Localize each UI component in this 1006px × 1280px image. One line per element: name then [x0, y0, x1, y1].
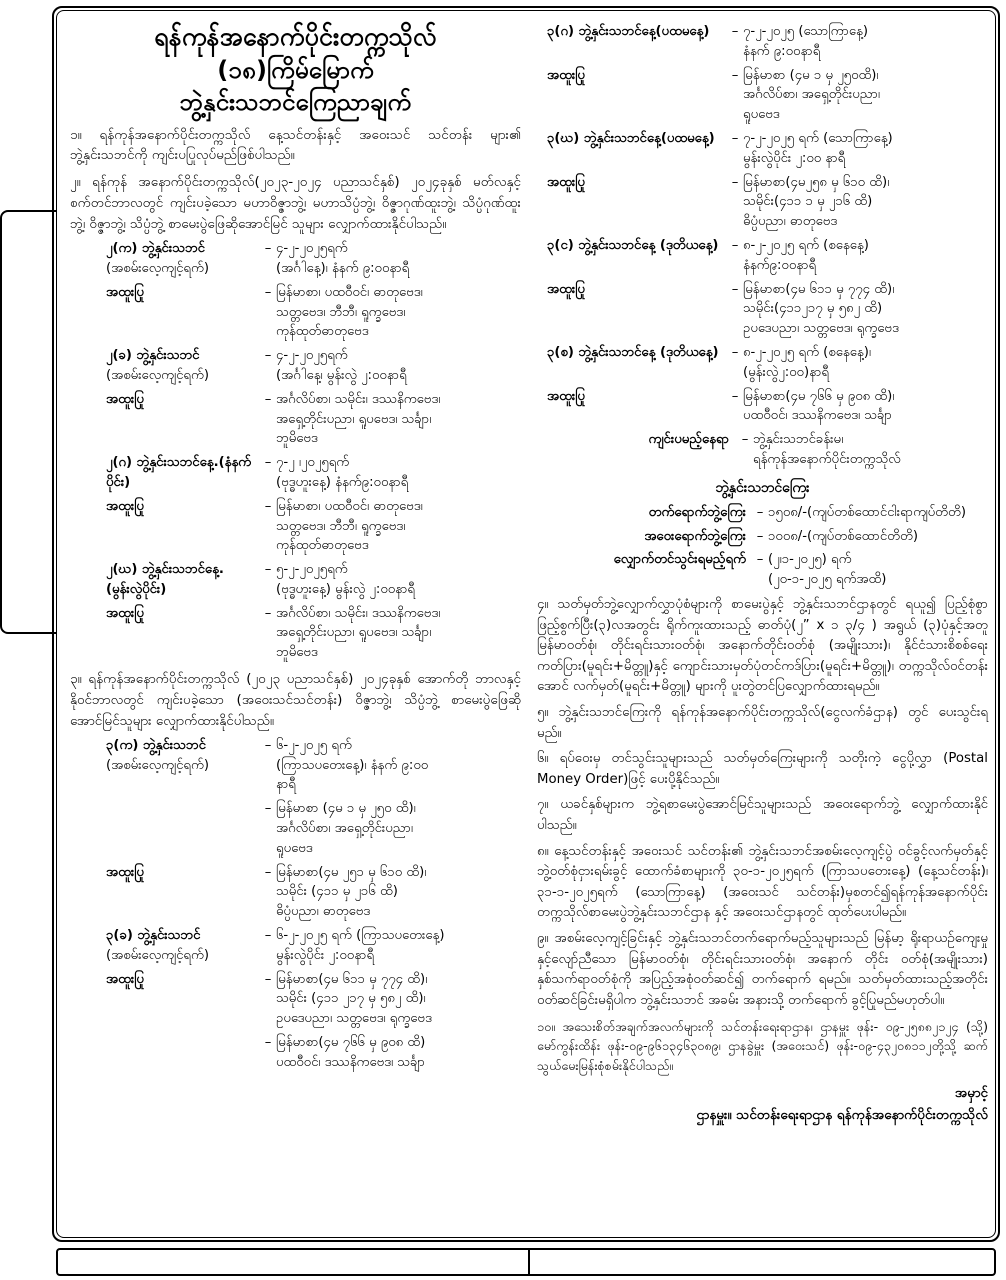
fee-row	[537, 550, 988, 590]
schedule-item	[537, 280, 988, 339]
item-sublabel: (အစမ်းလေ့ကျင့်ရက်)	[106, 260, 210, 276]
item-label: ၂(ဂ) ဘွဲ့နှင်းသဘင်နေ့.(နံနက်ပိုင်း)	[106, 455, 252, 490]
dash-separator: –	[731, 67, 739, 83]
item-value: မြန်မာစာ(၄မ ၇၆၆ မှ ၉၀၈ ထိ)၊ ပထဝီဝင်၊ ဒဿနိကဗေဒ၊ သင်္ချာ	[743, 388, 895, 424]
dash-separator: –	[264, 284, 272, 300]
left-side-tab	[0, 210, 56, 634]
venue-item	[537, 430, 988, 470]
item-label: အထူးပြု	[106, 391, 144, 407]
item-value: မြန်မာစာ(၄မ ၆၁၁ မှ ၇၇၄ ထိ)၊ သမိုင်း(၄၁၁၂၁၇ မှ ၅၈၂ ထိ) ဥပဒေပညာ၊ သတ္တဗေဒ၊ ရုက္ခဗေဒ	[743, 281, 899, 337]
schedule-item	[537, 22, 988, 62]
schedule-item	[70, 736, 521, 795]
paragraph-2: ၂။ ရန်ကုန် အနောက်ပိုင်းတက္ကသိုလ်(၂၀၂၃-၂၀၂၄ ပညာသင်နှစ်) ၂၀၂၄ခုနှစ် မတ်လနှင့် စက်တင်ဘာလတွင် ကျင်းပခဲ့သော မဟာဝိဇ္ဇာဘွဲ့၊ မဟာသိပ္ပံဘွဲ့၊ ဝိဇ္ဇာဂုဏ်ထူးဘွဲ့၊ သိပ္ပံဂုဏ်ထူးဘွဲ့၊ ဝိဇ္ဇာဘွဲ့၊ သိပ္ပံဘွဲ့ စာမေးပွဲဖြေဆိုအောင်မြင် သူများ လျှောက်ထားနိုင်ပါသည်။	[70, 174, 521, 233]
schedule-item	[70, 926, 521, 966]
schedule-item	[70, 239, 521, 279]
item-label: ၂(ဃ) ဘွဲ့နှင်းသဘင်နေ့.(မွန်းလွဲပိုင်း)	[106, 562, 224, 597]
item-value: ၇-၂ ၊၂၀၂၅ရက် (ဗုဒ္ဓဟူးနေ့) နံနက်၉:၀၀နာရီ	[276, 455, 409, 490]
dash-separator: –	[264, 605, 272, 621]
dash-separator: –	[264, 971, 272, 987]
dash-separator: –	[731, 174, 739, 190]
item-label: အထူးပြု	[547, 67, 585, 83]
item-value: ၇-၂-၂၀၂၅ (သောကြာနေ့) နံနက် ၉:၀၀နာရီ	[743, 24, 869, 59]
note-9: ၉။ အစမ်းလေ့ကျင့်ခြင်းနှင့် ဘွဲ့နှင်းသဘင်တက်ရောက်မည့်သူများသည် မြန်မာ့ ရိုးရာယဉ်ကျေးမှုနှင့်လျော်ညီသော မြန်မာဝတ်စုံ၊ တိုင်းရင်းသားဝတ်စုံ၊ အနောက် တိုင်း ဝတ်စုံ(အမျိုးသား) နှစ်သက်ရာဝတ်စုံကို အပြည့်အစုံဝတ်ဆင်၍ တက်ရောက် ရမည်။ သတ်မှတ်ထားသည့်အတိုင်း ဝတ်ဆင်ခြင်းမရှိပါက ဘွဲ့နှင်းသဘင် အခမ်း အနားသို့ တက်ရောက် ခွင့်ပြုမည်မဟုတ်ပါ။	[537, 931, 988, 1008]
item-label: ၂(က) ဘွဲ့နှင်းသဘင် (အစမ်းလေ့ကျင့်ရက်)	[70, 239, 260, 279]
bottom-strip-divider	[528, 1250, 530, 1274]
item-value: ၅-၂-၂၀၂၅ရက် (ဗုဒ္ဓဟူးနေ့) မွန်းလွဲ ၂:၀၀နာရီ	[276, 562, 415, 597]
item-label: အထူးပြု	[106, 605, 144, 621]
dash-separator: –	[741, 432, 749, 448]
dash-separator: –	[264, 391, 272, 407]
schedule-item	[70, 1033, 521, 1073]
dash-separator: –	[264, 498, 272, 514]
item-value: ၈-၂-၂၀၂၅ ရက် (စနေနေ့)၊ (မွန်းလွဲ၂:၀၀)နာရီ	[743, 344, 871, 380]
schedule-item	[70, 604, 521, 663]
schedule-item	[537, 387, 988, 427]
schedule-item	[70, 560, 521, 600]
schedule-item	[537, 173, 988, 232]
dash-separator: –	[756, 504, 764, 520]
item-value: ၆-၂-၂၀၂၅ ရက် (ကြာသပတေးနေ့) မွန်းလွဲပိုင်း ၂:၀၀နာရီ	[276, 928, 445, 963]
item-sublabel: (အစမ်းလေ့ကျင့်ရက်)	[106, 757, 210, 773]
item-value: ၄-၂-၂၀၂၅ရက် (အင်္ဂါနေ့၊ မွန်းလွဲ ၂:၀၀နာရီ	[276, 348, 407, 383]
schedule-item	[70, 346, 521, 386]
dash-separator: –	[264, 801, 272, 817]
fee-label: အဝေးရောက်ဘွဲ့ကြေး	[644, 528, 746, 544]
page-title	[70, 20, 521, 119]
venue-value: ဘွဲ့နှင်းသဘင်ခန်းမ၊ ရန်ကုန်အနောက်ပိုင်းတက္ကသိုလ်	[753, 432, 901, 467]
item-label: ၃(ခ) ဘွဲ့နှင်းသဘင် (အစမ်းလေ့ကျင့်ရက်)	[70, 926, 260, 966]
item-label: အထူးပြု	[547, 174, 585, 190]
schedule-item	[537, 236, 988, 276]
fee-heading: ဘွဲ့နှင်းသဘင်ကြေး	[715, 479, 810, 496]
schedule-item	[537, 129, 988, 169]
venue-label: ကျင်းပမည့်နေရာ	[648, 432, 729, 448]
item-value: မြန်မာစာ(၄မ ၇၆၆ မှ ၉၀၈ ထိ) ပထဝီဝင်၊ ဒဿနိကဗေဒ၊ သင်္ချာ	[276, 1035, 426, 1070]
item-label: အထူးပြု	[106, 971, 144, 987]
dash-separator: –	[756, 552, 764, 568]
title-line-3: ဘွဲ့နှင်းသဘင်ကြေညာချက်	[179, 88, 412, 117]
schedule-item	[70, 970, 521, 1029]
schedule-item	[70, 497, 521, 556]
signature-line-2: ဌာနမှူး။ သင်တန်းရေးရာဌာန ရန်ကုန်အနောက်ပိုင်းတက္ကသိုလ်	[696, 1106, 988, 1123]
fee-row	[537, 503, 988, 523]
item-value: အင်္ဂလိပ်စာ၊ သမိုင်း၊ ဒဿနိကဗေဒ၊ အရှေ့တိုင်းပညာ၊ ရူပဗေဒ၊ သင်္ချာ၊ ဘူမိဗေဒ	[276, 391, 441, 447]
item-value: မြန်မာစာ၊ ပထဝီဝင်၊ ဓာတုဗေဒ၊ သတ္တဗေဒ၊ ဘီဘီ၊ ရူက္ခဗေဒ၊ ကုန်ထုတ်ဓာတုဗေဒ	[276, 498, 423, 554]
dash-separator: –	[756, 528, 764, 544]
item-value: မြန်မာစာ (၄မ ၁ မှ ၂၅၀ ထိ)၊ အင်္ဂလိပ်စာ၊ အရှေ့တိုင်းပညာ၊ ရူပဗေဒ	[276, 801, 416, 856]
dash-separator: –	[264, 864, 272, 880]
fee-row	[537, 527, 988, 547]
dash-separator: –	[731, 130, 739, 146]
dash-separator: –	[731, 281, 739, 297]
item-value: မြန်မာစာ(၄မ၂၅၈ မှ ၆၁၀ ထိ)၊ သမိုင်း(၄၁၁ ၁ မှ ၂၁၆ ထိ) ဓိပ္ပံပညာ၊ ဓာတုဗေဒ	[743, 174, 890, 230]
item-value: ၆-၂-၂၀၂၅ ရက် (ကြာသပတေးနေ့)၊ နံနက် ၉:၀၀ နာရီ	[276, 737, 429, 793]
note-4: ၄။ သတ်မှတ်ဘွဲ့လျှောက်လွှာပုံစံများကို စာမေးပွဲနှင့် ဘွဲ့နှင်းသဘင်ဌာနတွင် ရယူ၍ ပြည့်စုံစွာဖြည့်စွက်ပြီး(၃)လအတွင်း ရိုက်ကူးထားသည့် ဓာတ်ပုံ(၂” x ၁ ၃/၄ ) အရွယ် (၃)ပုံနှင့်အတူ မြန်မာဝတ်စုံ၊ တိုင်းရင်းသားဝတ်စုံ၊ အနောက်တိုင်းဝတ်စုံ (အမျိုးသား)၊ နိုင်ငံသားစိစစ်ရေးကတ်ပြား(မူရင်း+မိတ္တူ)နှင့် ကျောင်းသားမှတ်ပုံတင်ကဒ်ပြား(မူရင်း+မိတ္တူ)၊ တက္ကသိုလ်ဝင်တန်းအောင် လက်မှတ်(မူရင်း+မိတ္တူ) များကို ပူးတွဲတင်ပြလျှောက်ထားရမည်။	[537, 596, 988, 695]
item-label: အထူးပြု	[547, 281, 585, 297]
dash-separator: –	[264, 562, 272, 578]
item-value: မြန်မာစာ(၄မ ၆၁၁ မှ ၇၇၄ ထိ)၊ သမိုင်း (၄၁၁ ၂၁၇ မှ ၅၈၂ ထိ)၊ ဥပဒေပညာ၊ သတ္တဗေဒ၊ ရုက္ခဗေဒ	[276, 971, 432, 1027]
dash-separator: –	[731, 388, 739, 404]
item-label: အထူးပြု	[106, 498, 144, 514]
dash-separator: –	[264, 928, 272, 944]
dash-separator: –	[731, 237, 739, 253]
paragraph-3: ၃။ ရန်ကုန်အနောက်ပိုင်းတက္ကသိုလ် (၂၀၂၃ ပညာသင်နှစ်) ၂၀၂၄ခုနှစ် အောက်တို ဘာလနှင့် နိုဝင်ဘာလတွင် ကျင်းပခဲ့သော (အဝေးသင်သင်တန်း) ဝိဇ္ဇာဘွဲ့၊ သိပ္ပံဘွဲ့ စာမေးပွဲဖြေဆို အောင်မြင်သူများ လျှောက်ထားနိုင်ပါသည်။	[70, 671, 521, 729]
item-value: ၄-၂-၂၀၂၅ရက် (အင်္ဂါနေ့)၊ နံနက် ၉:၀၀နာရီ	[276, 241, 410, 276]
item-label: အထူးပြု	[106, 284, 144, 300]
signature-line-1: အမှာင့်	[954, 1085, 988, 1102]
item-sublabel: (အစမ်းလေ့ကျင့်ရက်)	[106, 367, 210, 383]
item-label: ၃(စ) ဘွဲ့နှင်းသဘင်နေ့ (ဒုတိယနေ့)	[547, 344, 719, 360]
dash-separator: –	[264, 737, 272, 753]
title-line-1: ရန်ကုန်အနောက်ပိုင်းတက္ကသိုလ်	[154, 22, 437, 51]
content-columns	[70, 16, 988, 1234]
schedule-item	[70, 863, 521, 922]
item-value: မြန်မာစာ (၄မ ၁ မှ ၂၅၀ထိ)၊ အင်္ဂလိပ်စာ၊ အရှေ့တိုင်းပညာ၊ ရူပဗေဒ	[743, 67, 881, 123]
item-label: အထူးပြု	[106, 864, 144, 880]
item-label: အထူးပြု	[547, 388, 585, 404]
item-value: အင်္ဂလိပ်စာ၊ သမိုင်း၊ ဒဿနိကဗေဒ၊ အရှေ့တိုင်းပညာ၊ ရူပဗေဒ၊ သင်္ချာ၊ ဘူမိဗေဒ	[276, 605, 441, 661]
item-sublabel: (အစမ်းလေ့ကျင့်ရက်)	[106, 947, 210, 963]
dash-separator: –	[731, 24, 739, 39]
note-8: ၈။ နေ့သင်တန်းနှင့် အဝေးသင် သင်တန်း၏ ဘွဲ့နှင်းသဘင်အစမ်းလေ့ကျင့်ပွဲ ဝင်ခွင့်လက်မှတ်နှင့် ဘွဲ့ဝတ်စုံငှားရမ်းခွင့် ထောက်ခံစာများကို ၃၀-၁-၂၀၂၅ရက် (ကြာသပတေးနေ့) (နေ့သင်တန်း)၊ ၃၁-၁-၂၀၂၅ရက် (သောကြာနေ့) (အဝေးသင် သင်တန်း)မှစတင်၍ရန်ကုန်အနောက်ပိုင်းတက္ကသိုလ်စာမေးပွဲဘွဲ့နှင်းသဘင်ဌာန နှင့် အဝေးသင်ဌာနတွင် ထုတ်ပေးပါမည်။	[537, 843, 988, 921]
item-label: ၃(ဂ) ဘွဲ့နှင်းသဘင်နေ့(ပထမနေ့)	[547, 24, 710, 39]
title-line-2: (၁၈)ကြိမ်မြောက်	[217, 55, 374, 84]
dash-separator: –	[264, 455, 272, 471]
item-value: ၇-၂-၂၀၂၅ ရက် (သောကြာနေ့) မွန်းလွဲပိုင်း ၂:၀၀ နာရီ	[743, 130, 893, 166]
schedule-item	[537, 66, 988, 125]
dash-separator: –	[264, 348, 272, 364]
schedule-item	[537, 343, 988, 383]
item-label: ၂(ခ) ဘွဲ့နှင်းသဘင် (အစမ်းလေ့ကျင့်ရက်)	[70, 346, 260, 386]
bottom-strip	[56, 1248, 996, 1276]
item-value: ၈-၂-၂၀၂၅ ရက် (စနေနေ့) နံနက်၉:၀၀နာရီ	[743, 237, 869, 273]
dash-separator: –	[264, 1035, 272, 1050]
dash-separator: –	[731, 344, 739, 360]
item-value: မြန်မာစာ(၄မ ၂၅၁ မှ ၆၁၀ ထိ)၊ သမိုင်း (၄၁၁ မှ ၂၁၆ ထိ) ဓိပ္ပံပညာ၊ ဓာတုဗေဒ	[276, 864, 427, 920]
schedule-item	[70, 453, 521, 493]
signature-block	[537, 1083, 988, 1126]
fee-label: တက်ရောက်ဘွဲ့ကြေး	[648, 504, 746, 520]
note-10: ၁၀။ အသေးစိတ်အချက်အလက်များကို သင်တန်းရေးရာဌာန၊ ဌာနမှူး ဖုန်း- ၀၉-၂၅၈၈၂၁၂၄ (သို့) မော်ကွန်းထိန်း ဖုန်း-၀၉-၉၆၁၃၄၆၃၀၈၉၊ ဌာနခွဲမှူး (အဝေးသင်) ဖုန်း-၀၉-၄၃၂၀၈၁၁၂တို့သို့ ဆက်သွယ်မေးမြန်းစုံစမ်းနိုင်ပါသည်။	[537, 1018, 988, 1073]
item-label: ၃(က) ဘွဲ့နှင်းသဘင် (အစမ်းလေ့ကျင့်ရက်)	[70, 736, 260, 776]
fee-value: (၂၊၁-၂၀၂၅) ရက် (၂၀-၁-၂၀၂၅ ရက်အထိ)	[768, 552, 887, 588]
fee-value: ၁၅၀၈/-(ကျပ်တစ်ထောင်ငါးရာကျပ်တိတိ)	[768, 504, 966, 520]
left-column	[70, 16, 521, 1234]
schedule-item	[70, 799, 521, 858]
right-column	[537, 16, 988, 1234]
schedule-item	[70, 390, 521, 449]
fee-label: လျှောက်တင်သွင်းရမည့်ရက်	[613, 552, 746, 568]
dash-separator: –	[264, 241, 272, 257]
note-5: ၅။ ဘွဲ့နှင်းသဘင်ကြေးကို ရန်ကုန်အနောက်ပိုင်းတက္ကသိုလ်(ငွေလက်ခံဌာန) တွင် ပေးသွင်းရမည်။	[537, 704, 988, 741]
item-label: ၃(င) ဘွဲ့နှင်းသဘင်နေ့ (ဒုတိယနေ့)	[547, 237, 719, 253]
note-7: ၇။ ယခင်နှစ်များက ဘွဲ့ရစာမေးပွဲအောင်မြင်သူများသည် အဝေးရောက်ဘွဲ့ လျှောက်ထားနိုင်ပါသည်။	[537, 797, 988, 834]
item-label: ၃(ဃ) ဘွဲ့နှင်းသဘင်နေ့(ပထမနေ့)	[547, 130, 715, 146]
paragraph-1: ၁။ ရန်ကုန်အနောက်ပိုင်းတက္ကသိုလ် နေ့သင်တန်းနှင့် အဝေးသင် သင်တန်း များ၏ ဘွဲ့နှင်းသဘင်ကို ကျင်းပပြုလုပ်မည်ဖြစ်ပါသည်။	[70, 126, 521, 164]
item-value: မြန်မာစာ၊ ပထဝီဝင်၊ ဓာတုဗေဒ၊ သတ္တဗေဒ၊ ဘီဘီ၊ ရူက္ခဗေဒ၊ ကုန်ထုတ်ဓာတုဗေဒ	[276, 284, 423, 340]
schedule-item	[70, 283, 521, 342]
fee-value: ၁၀၀၈/-(ကျပ်တစ်ထောင်တိတိ)	[768, 528, 918, 544]
note-6: ၆။ ရပ်ဝေးမှ တင်သွင်းသူများသည် သတ်မှတ်ကြေးများကို သတိုးကဲ့ ငွေပို့လွှာ (Postal Money Order)ဖြင့် ပေးပို့နိုင်သည်။	[537, 751, 988, 787]
